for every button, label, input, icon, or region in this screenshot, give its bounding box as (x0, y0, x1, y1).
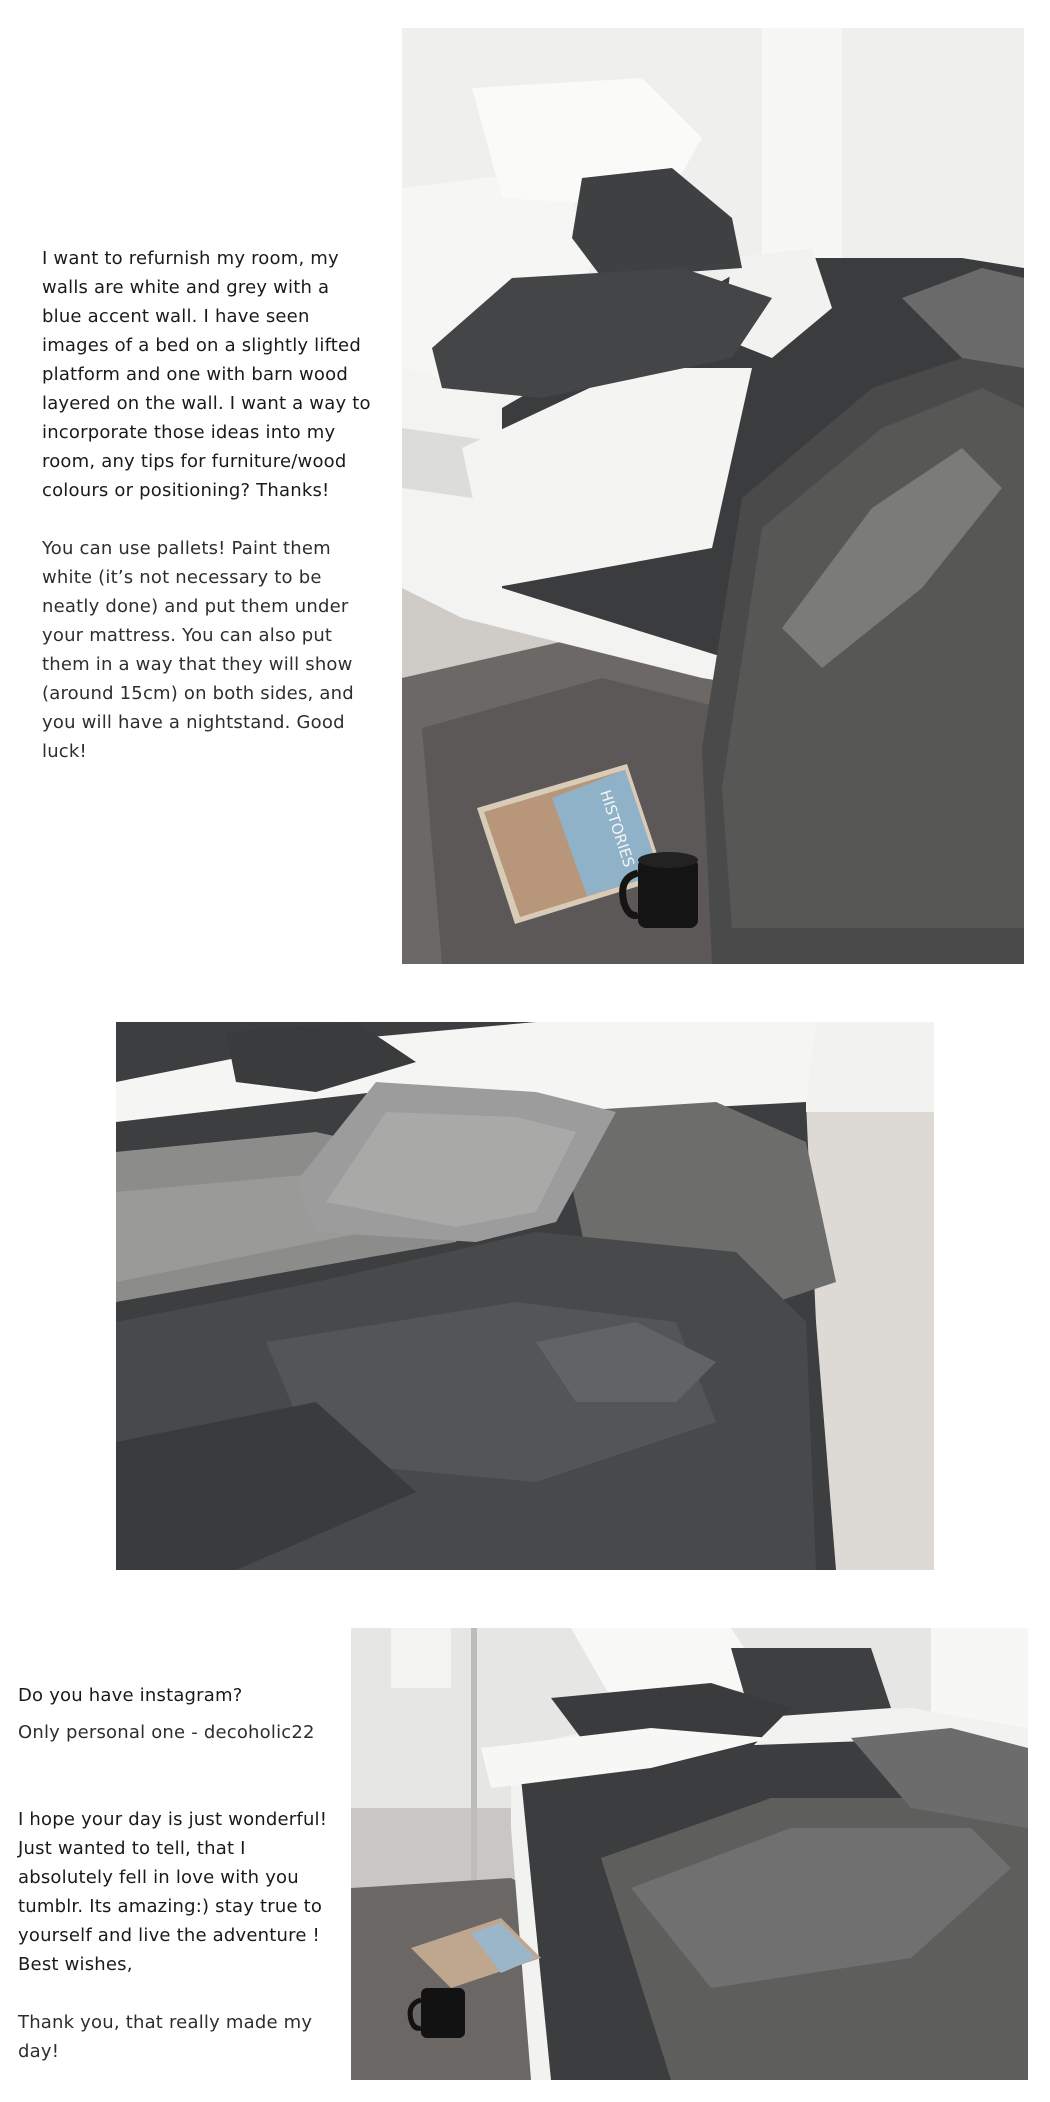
svg-text:HISTORIES: HISTORIES (596, 787, 639, 870)
bedroom-photo-2-image (116, 1022, 934, 1570)
answer-text: You can use pallets! Paint them white (it’s not necessary to be neatly done) and put them under your mattress. You can also put them in a way that they will show (around 15cm) on both sides, and you will have a nightstand. Good luck! (42, 538, 354, 762)
qa-block-2 (18, 1681, 328, 2066)
reply-text: Thank you, that really made my day! (18, 2012, 313, 2062)
answer-text: Only personal one - decoholic22 (18, 1722, 315, 1743)
bedroom-photo-2 (116, 1022, 934, 1570)
bedroom-photo-3-image (351, 1628, 1028, 2080)
bedroom-photo-3 (351, 1628, 1028, 2080)
message-text: I hope your day is just wonderful! Just wanted to tell, that I absolutely fell in love with you tumblr. Its amazing:) stay true to yourself and live the adventure ! Best wishes, (18, 1809, 328, 1975)
bedroom-photo-1 (402, 28, 1024, 964)
qa-block-1 (42, 244, 374, 766)
question-text: I want to refurnish my room, my walls are white and grey with a blue accent wall. I have seen images of a bed on a slightly lifted platform and one with barn wood layered on the wall. I want a way to incorporate those ideas into my room, any tips for furniture/wood colours or positioning? Thanks! (42, 248, 371, 501)
question-text: Do you have instagram? (18, 1685, 243, 1706)
bedroom-photo-1-image (402, 28, 1024, 964)
